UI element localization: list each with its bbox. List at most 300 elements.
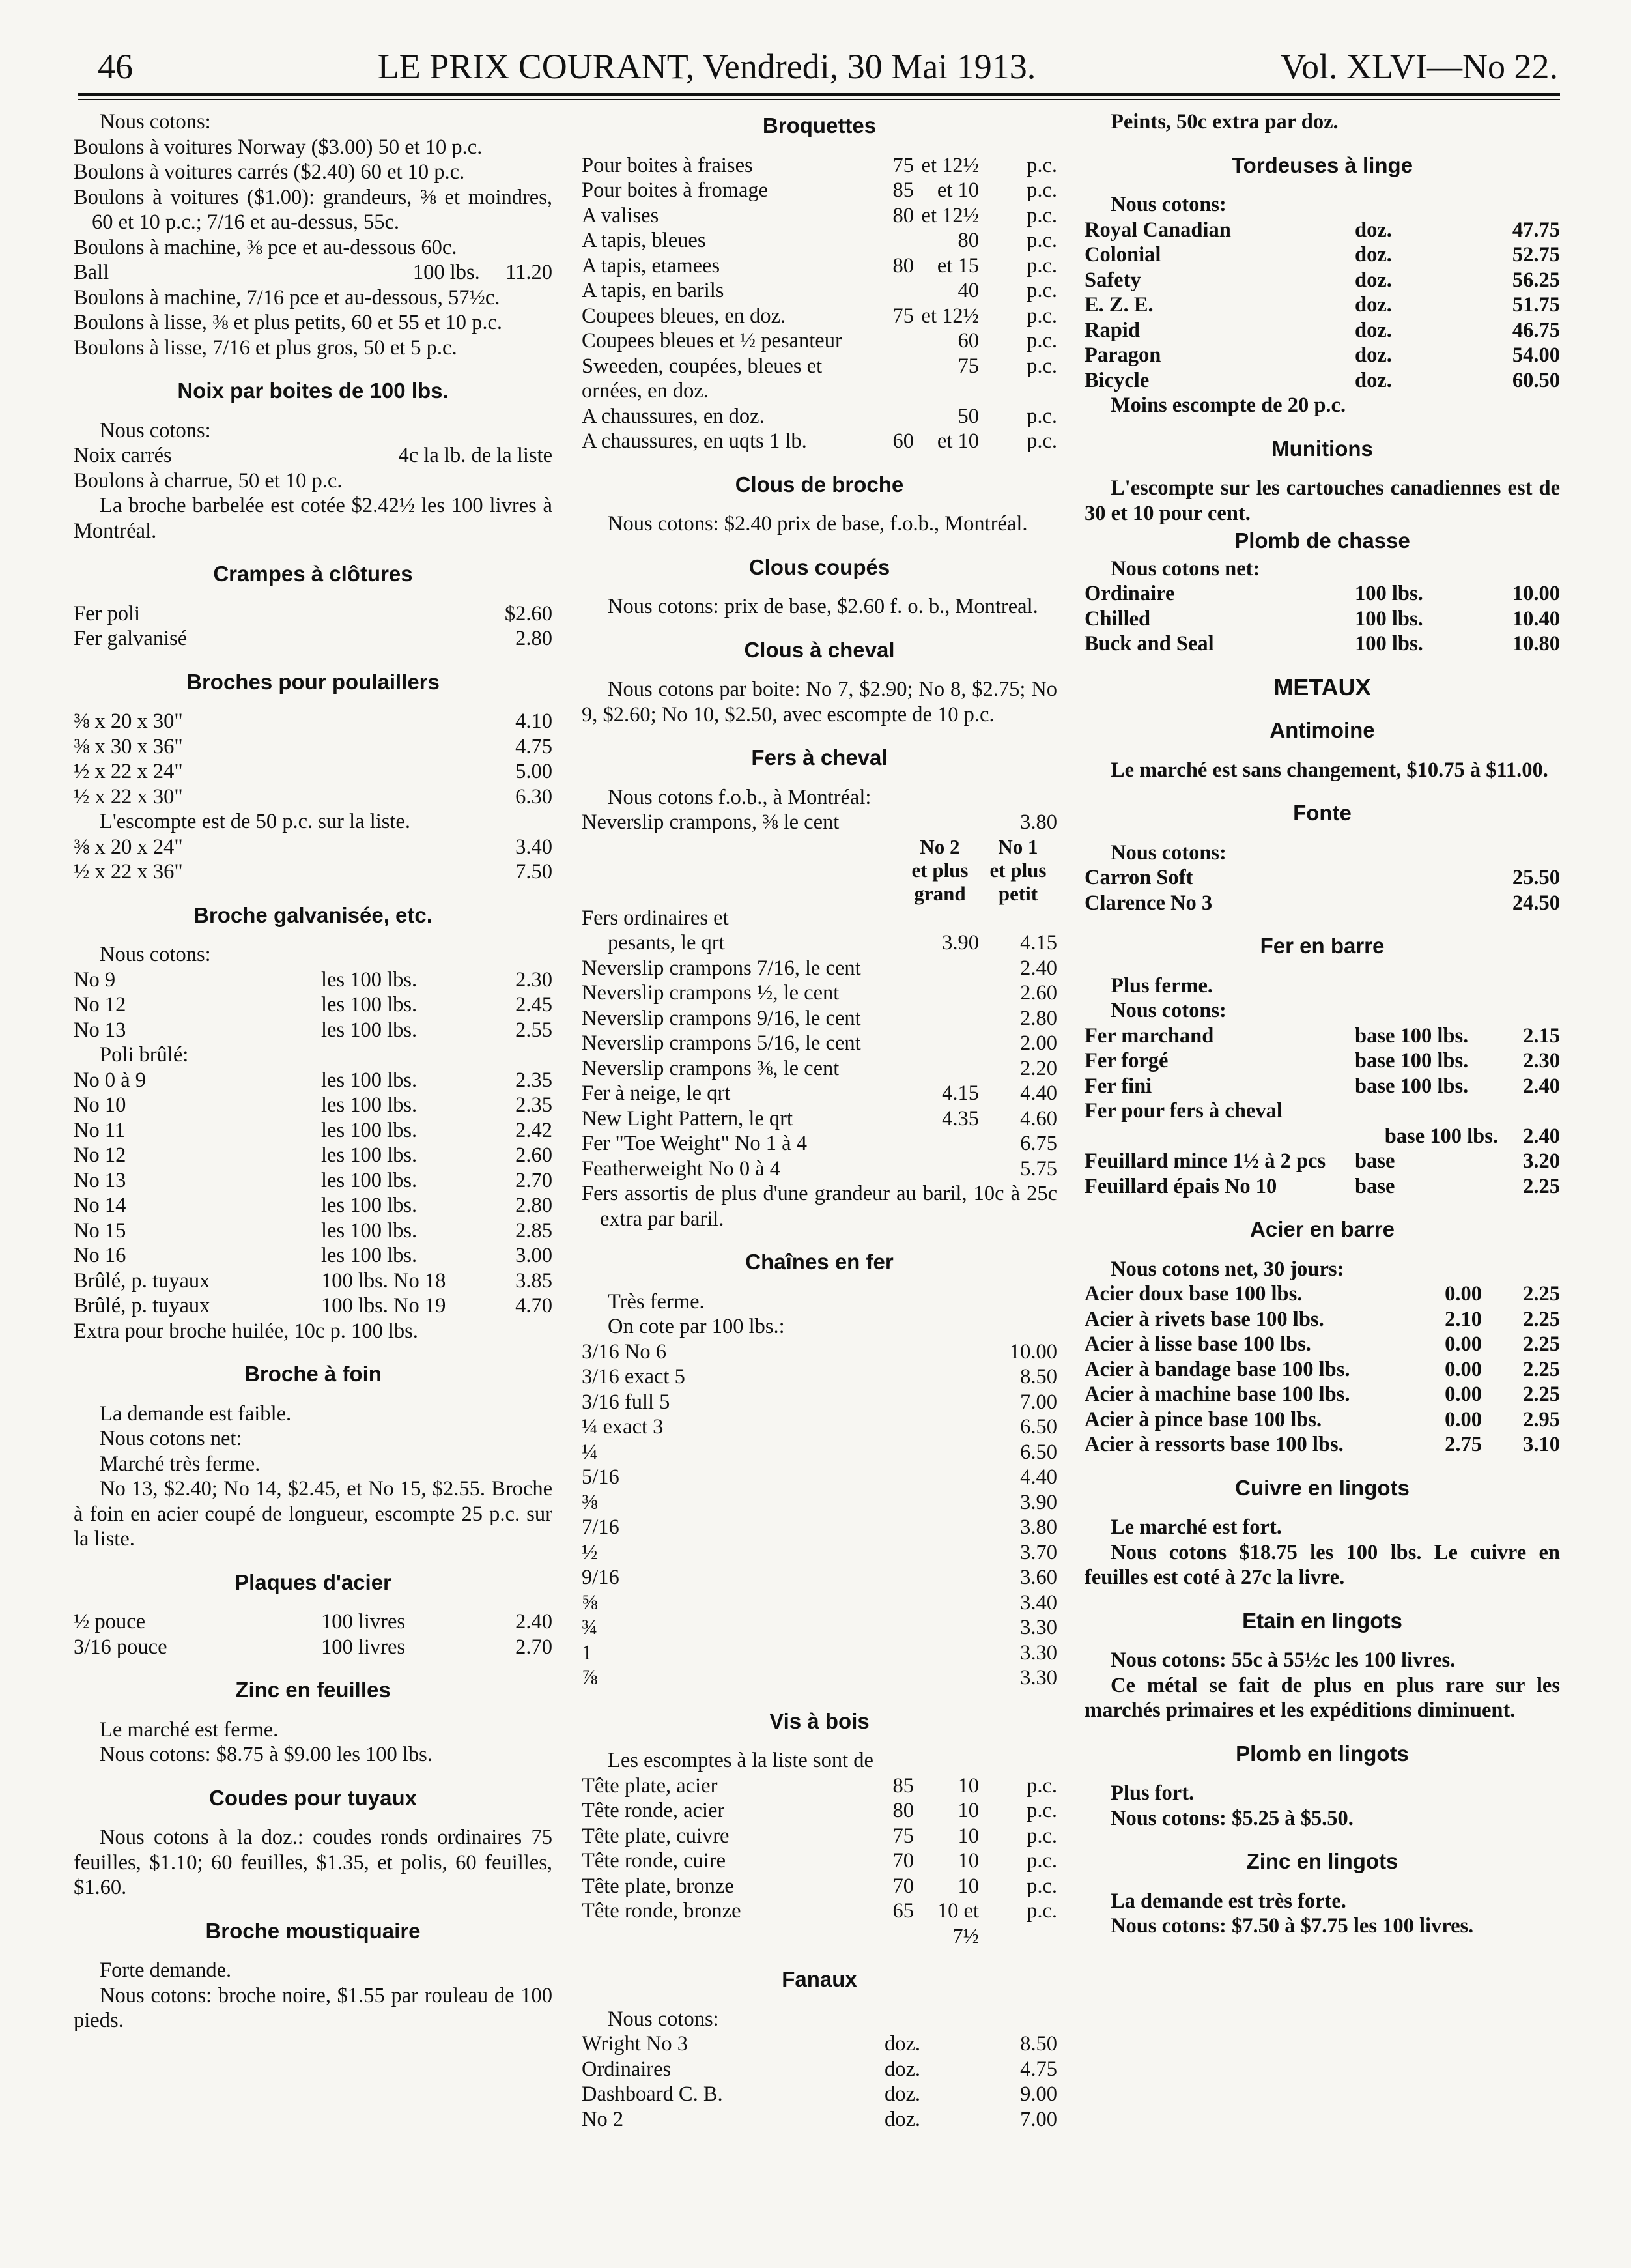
intro-text: Nous cotons:	[100, 943, 211, 966]
row-value	[901, 1006, 979, 1031]
price-row	[74, 1218, 552, 1244]
row-unit: doz.	[885, 2057, 921, 2081]
row-value: p.c.	[1027, 1849, 1057, 1873]
row-value: p.c.	[1027, 1874, 1057, 1898]
section-heading: Broche galvanisée, etc.	[193, 902, 433, 927]
row-value: 65	[892, 1899, 914, 1923]
para-text: Fers assortis de plus d'une grandeur au baril, 10c à 25c extra par baril.	[582, 1182, 1057, 1231]
price-row	[74, 1093, 552, 1118]
section-heading: Cuivre en lingots	[1235, 1475, 1410, 1500]
price-row	[582, 981, 1057, 1006]
row-value: p.c.	[1027, 304, 1057, 328]
price-row	[582, 304, 1057, 329]
row-label: Royal Canadian	[1085, 218, 1231, 242]
barbelee-para: La broche barbelée est cotée $2.42½ les 100 livres à Montréal.	[74, 494, 552, 543]
row-price: 7.00	[1020, 1390, 1057, 1414]
boulons-line: Boulons à voitures carrés ($2.40) 60 et 10 p.c.	[74, 160, 465, 184]
row-value	[901, 1131, 979, 1156]
row-label: ¼	[582, 1440, 598, 1464]
row-value: 0.00	[1445, 1332, 1482, 1356]
column-headings: No 2 No 1	[920, 835, 1038, 858]
header-rule	[78, 93, 1560, 96]
section-heading: Vis à bois	[769, 1708, 870, 1733]
price-row	[74, 1293, 552, 1319]
row-label: Featherweight No 0 à 4	[582, 1156, 781, 1181]
price-row	[582, 2082, 1057, 2107]
row-unit: 100 lbs. No 19	[321, 1294, 446, 1317]
price-row	[582, 1056, 1057, 1082]
row-unit: 100 livres	[321, 1635, 406, 1659]
row-value: 3.10	[1523, 1433, 1560, 1456]
para-text: Nous cotons à la doz.: coudes ronds ordinaires 75 feuilles, $1.10; 60 feuilles, $1.35, et polis, 60 feuilles, $1.60.	[74, 1826, 552, 1899]
page-header	[98, 40, 1558, 93]
section-heading: Zinc en feuilles	[235, 1678, 391, 1702]
intro-text: Nous cotons:	[100, 418, 211, 442]
row-value	[901, 981, 979, 1006]
row-unit: base	[1355, 1174, 1395, 1198]
row-price: 3.20	[1523, 1149, 1560, 1173]
column-left	[74, 109, 552, 2033]
price-row: Fer poli $2.60	[74, 601, 552, 625]
price-row	[582, 2031, 1057, 2057]
row-label: Feuillard épais No 10	[1085, 1174, 1277, 1198]
row-label: A chaussures, en doz.	[582, 404, 765, 428]
price-row	[1085, 1407, 1560, 1433]
price-row	[1085, 1307, 1560, 1332]
row-price: 56.25	[1512, 268, 1560, 292]
row-unit: doz.	[885, 2082, 921, 2106]
row-value: p.c.	[1027, 153, 1057, 177]
price-row	[582, 153, 1057, 179]
row-price: 3.40	[1020, 1590, 1057, 1615]
section-heading: Antimoine	[1269, 718, 1375, 742]
note-text: Moins escompte de 20 p.c.	[1111, 394, 1346, 417]
row-price: 2.70	[515, 1635, 552, 1659]
row-price: 2.40	[1523, 1074, 1560, 1098]
row-label: Buck and Seal	[1085, 632, 1214, 655]
row-value: 4.15	[942, 1082, 979, 1105]
row-label: Neverslip crampons ½, le cent	[582, 981, 840, 1005]
row-label: Tête plate, cuivre	[582, 1824, 730, 1848]
row-unit: base	[1355, 1149, 1395, 1173]
row-unit: base 100 lbs.	[1355, 1074, 1469, 1098]
row-label: No 10	[74, 1093, 126, 1117]
row-label: A tapis, etamees	[582, 253, 720, 278]
row-unit: 100 lbs.	[1355, 632, 1423, 655]
row-price: 2.15	[1523, 1024, 1560, 1048]
price-row	[582, 228, 1057, 253]
boulons-line: Boulons à voitures Norway ($3.00) 50 et 10 p.c.	[74, 135, 483, 159]
row-label: Tête plate, bronze	[582, 1874, 734, 1898]
row-price: 46.75	[1512, 318, 1560, 342]
row-price: 60.50	[1512, 368, 1560, 392]
publication-title: LE PRIX COURANT, Vendredi, 30 Mai 1913.	[377, 47, 1036, 86]
price-row	[74, 968, 552, 993]
row-value: p.c.	[1027, 203, 1057, 227]
row-unit: les 100 lbs.	[321, 1093, 418, 1117]
row-label: Acier à lisse base 100 lbs.	[1085, 1332, 1311, 1356]
price-row	[1085, 865, 1560, 891]
boulons-line: Boulons à lisse, ⅜ et plus petits, 60 et 55 et 10 p.c.	[74, 311, 503, 334]
price-row	[582, 1364, 1057, 1390]
row-unit: les 100 lbs.	[321, 1244, 418, 1267]
intro-text: Nous cotons:	[1111, 840, 1227, 865]
row-price: 2.70	[515, 1168, 552, 1192]
row-label: Neverslip crampons 5/16, le cent	[582, 1031, 861, 1055]
row-price: 3.30	[1020, 1641, 1057, 1665]
price-row: pesants, le qrt 3.90 4.15	[608, 931, 1057, 955]
boulons-line: Boulons à voitures ($1.00): grandeurs, ⅜ et moindres, 60 et 10 p.c.; 7/16 et au-dessus, 55c.	[74, 185, 552, 234]
intro-text: Nous cotons:	[1111, 193, 1227, 216]
price-row	[1085, 343, 1560, 368]
row-value: 0.00	[1445, 1357, 1482, 1381]
row-label: Pour boites à fromage	[582, 179, 769, 202]
price-row	[1085, 293, 1560, 318]
note-text: L'escompte est de 50 p.c. sur la liste.	[100, 810, 410, 833]
row-price: 52.75	[1512, 243, 1560, 266]
para-text: Nous cotons par boite: No 7, $2.90; No 8, $2.75; No 9, $2.60; No 10, $2.50, avec escompte de 10 p.c.	[582, 678, 1057, 726]
intro-text: Les escomptes à la liste sont de	[608, 1749, 873, 1772]
price-row	[1085, 1332, 1560, 1357]
row-price: 2.35	[515, 1093, 552, 1117]
row-price: 2.25	[1523, 1174, 1560, 1198]
row-unit: les 100 lbs.	[321, 993, 418, 1016]
price-row	[74, 1168, 552, 1194]
row-price: 10.00	[1009, 1340, 1057, 1364]
text-line: Nous cotons:	[1111, 999, 1227, 1022]
row-label: A tapis, bleues	[582, 229, 706, 252]
boulons-line: Boulons à machine, ⅜ pce et au-dessous 60c.	[74, 235, 457, 259]
row-label: E. Z. E.	[1085, 293, 1154, 317]
row-price: 2.40	[515, 1610, 552, 1633]
row-label: Acier à rivets base 100 lbs.	[1085, 1307, 1324, 1331]
row-price: 3.80	[1020, 1515, 1057, 1539]
row-price: 8.50	[1020, 1365, 1057, 1388]
section-heading: Chaînes en fer	[745, 1250, 894, 1274]
price-row	[582, 1515, 1057, 1540]
volume-number: Vol. XLVI—No 22.	[1280, 47, 1558, 86]
row-value: p.c.	[1027, 179, 1057, 202]
row-value: 2.20	[1020, 1056, 1057, 1080]
row-label: 1	[582, 1641, 593, 1665]
para-text: Le marché est sans changement, $10.75 à $11.00.	[1111, 758, 1548, 782]
text-line: Très ferme.	[608, 1289, 705, 1313]
row-label: Neverslip crampons ⅜, le cent	[582, 1056, 840, 1080]
text-line: La demande est faible.	[100, 1401, 292, 1426]
price-row	[582, 1773, 1057, 1799]
row-label: Fer marchand	[1085, 1024, 1214, 1048]
text-line: Le marché est ferme.	[100, 1717, 279, 1742]
price-row: Coupees bleues et ½ pesanteur 60 p.c.	[582, 329, 1057, 352]
price-row: Noix carrés 4c la lb. de la liste	[74, 444, 552, 467]
row-value: 6.75	[1020, 1132, 1057, 1155]
price-row	[74, 1269, 552, 1294]
text-line: Forte demande.	[100, 1959, 232, 1982]
row-value: p.c.	[1027, 1899, 1057, 1923]
row-label: A valises	[582, 203, 659, 227]
price-row	[1085, 1149, 1560, 1174]
row-value	[842, 278, 914, 304]
row-price: 10.00	[1512, 582, 1560, 605]
row-value: 0.00	[1445, 1383, 1482, 1406]
row-value: et 10	[937, 429, 979, 453]
row-label: Rapid	[1085, 318, 1140, 342]
row-value: 4.40	[1020, 1082, 1057, 1105]
price-row	[582, 178, 1057, 203]
text-line: Le marché est fort.	[1111, 1515, 1282, 1539]
row-label: Wright No 3	[582, 2032, 688, 2056]
price-row: Neverslip crampons, ⅜ le cent 3.80	[582, 811, 1057, 834]
row-price: 25.50	[1512, 866, 1560, 889]
price-row	[74, 1193, 552, 1218]
row-price: 2.42	[515, 1118, 552, 1142]
row-label: Carron Soft	[1085, 866, 1193, 889]
row-unit: 100 lbs.	[1355, 607, 1423, 631]
row-label: Ordinaire	[1085, 582, 1175, 605]
row-label: ¼ exact 3	[582, 1415, 664, 1439]
price-row	[582, 1641, 1057, 1666]
price-row	[1085, 1282, 1560, 1307]
row-price: 2.80	[515, 1194, 552, 1217]
row-unit: les 100 lbs.	[321, 968, 418, 992]
row-value: 10	[957, 1799, 979, 1822]
row-label: Acier à bandage base 100 lbs.	[1085, 1357, 1350, 1381]
boulons-intro: Nous cotons:	[100, 110, 211, 134]
row-unit: les 100 lbs.	[321, 1068, 418, 1092]
section-heading: Zinc en lingots	[1246, 1849, 1398, 1873]
row-value: 75	[892, 1824, 914, 1848]
intro-text: Nous cotons:	[608, 2007, 719, 2031]
price-row: ⅜ x 20 x 30" 4.10	[74, 710, 552, 733]
row-label: Tête ronde, acier	[582, 1799, 725, 1822]
price-row	[582, 1156, 1057, 1182]
row-unit: doz.	[1355, 218, 1392, 242]
section-heading: Fonte	[1293, 801, 1352, 825]
price-row	[1085, 1074, 1560, 1099]
section-heading: Coudes pour tuyaux	[208, 1785, 418, 1810]
row-value: et 15	[937, 253, 979, 278]
row-label: No 12	[74, 1143, 126, 1167]
row-unit: 100 lbs. No 18	[321, 1269, 446, 1293]
price-row	[582, 1590, 1057, 1616]
row-unit: les 100 lbs.	[321, 1143, 418, 1167]
section-heading: Etain en lingots	[1242, 1608, 1402, 1633]
row-label: ⅝	[582, 1590, 598, 1615]
row-label: Tête ronde, cuire	[582, 1849, 726, 1873]
row-unit: doz.	[1355, 343, 1392, 367]
row-label: ⅜	[582, 1490, 598, 1514]
row-label: Brûlé, p. tuyaux	[74, 1294, 210, 1317]
price-row	[582, 2107, 1057, 2132]
row-value: 2.80	[1020, 1006, 1057, 1030]
price-row	[582, 2057, 1057, 2082]
row-label: Neverslip crampons 7/16, le cent	[582, 956, 861, 980]
price-row	[582, 278, 1057, 304]
row-label: No 12	[74, 993, 126, 1016]
row-value: et 10	[937, 179, 979, 202]
price-row	[582, 1390, 1057, 1415]
price-row: ½ x 22 x 30" 6.30	[74, 784, 552, 809]
price-row	[1085, 1382, 1560, 1407]
section-heading: Crampes à clôtures	[213, 562, 413, 586]
row-label: Fer "Toe Weight" No 1 à 4	[582, 1132, 807, 1155]
row-label: 3/16 No 6	[582, 1340, 666, 1364]
row-label: Acier à pince base 100 lbs.	[1085, 1407, 1322, 1431]
row-value: p.c.	[1027, 1824, 1057, 1848]
intro-text: Nous cotons f.o.b., à Montréal:	[608, 785, 872, 809]
row-value: 40	[957, 279, 979, 302]
para-text: No 13, $2.40; No 14, $2.45, et No 15, $2.55. Broche à foin en acier coupé de longueur, escompte 25 p.c. sur la liste.	[74, 1477, 552, 1551]
section-heading: Fers à cheval	[751, 745, 888, 769]
price-row	[582, 1106, 1057, 1132]
column-headings: grand petit	[914, 882, 1038, 905]
row-label: Tête plate, acier	[582, 1773, 718, 1798]
price-row	[74, 1143, 552, 1168]
price-row	[582, 1824, 1057, 1849]
row-price: 8.50	[1020, 2032, 1057, 2056]
row-unit: doz.	[1355, 318, 1392, 342]
row-price: 3.70	[1020, 1540, 1057, 1564]
row-unit: les 100 lbs.	[321, 1218, 418, 1242]
row-label: Fer à neige, le qrt	[582, 1082, 731, 1105]
price-row	[74, 992, 552, 1018]
column-headings: et plus et plus	[911, 858, 1047, 882]
row-label: No 13	[74, 1168, 126, 1192]
row-label: New Light Pattern, le qrt	[582, 1106, 793, 1130]
row-label: Acier à ressorts base 100 lbs.	[1085, 1433, 1344, 1456]
para-text: Nous cotons: broche noire, $1.55 par rouleau de 100 pieds.	[74, 1983, 552, 2032]
row-value: 80	[957, 229, 979, 252]
price-row: ½ x 22 x 36" 7.50	[74, 860, 552, 883]
row-value: 50	[957, 404, 979, 428]
price-row	[582, 1874, 1057, 1899]
row-label: No 11	[74, 1118, 126, 1142]
price-row	[582, 1006, 1057, 1031]
row-unit: doz.	[1355, 243, 1392, 266]
row-value: 75	[892, 153, 914, 177]
row-label: Paragon	[1085, 343, 1161, 367]
row-label: No 0 à 9	[74, 1068, 147, 1092]
row-value: 60	[892, 429, 914, 453]
row-price: 2.85	[515, 1218, 552, 1242]
row-label: No 13	[74, 1018, 126, 1042]
price-row	[1085, 268, 1560, 293]
row-price: 6.50	[1020, 1440, 1057, 1464]
row-label: Safety	[1085, 268, 1141, 292]
section-heading: Plaques d'acier	[234, 1570, 391, 1594]
text-line: Plus fort.	[1111, 1781, 1195, 1805]
row-value	[901, 1056, 979, 1082]
boulons-line: Boulons à lisse, 7/16 et plus gros, 50 et 5 p.c.	[74, 336, 457, 360]
price-row	[74, 1018, 552, 1043]
row-unit: les 100 lbs.	[321, 1168, 418, 1192]
row-value: et 12½	[921, 153, 979, 177]
row-value: 80	[892, 203, 914, 227]
price-row	[74, 1118, 552, 1143]
row-unit: base 100 lbs.	[1355, 1024, 1469, 1048]
ball-row: Ball 100 lbs. 11.20	[74, 261, 552, 284]
text-line: Peints, 50c extra par doz.	[1111, 110, 1339, 134]
row-label: No 14	[74, 1194, 126, 1217]
row-price: 6.50	[1020, 1415, 1057, 1439]
price-row	[582, 429, 1057, 454]
row-unit: les 100 lbs.	[321, 1118, 418, 1142]
row-label: 5/16	[582, 1465, 619, 1489]
price-row	[1085, 607, 1560, 632]
price-row	[582, 1665, 1057, 1691]
price-row	[74, 1243, 552, 1269]
price-row	[582, 1465, 1057, 1490]
section-heading: Plomb en lingots	[1236, 1741, 1409, 1766]
row-value: 10	[957, 1874, 979, 1898]
row-unit: doz.	[1355, 293, 1392, 317]
row-value: 10 et 7½	[937, 1899, 979, 1948]
row-label: 3/16 full 5	[582, 1390, 670, 1414]
row-value	[901, 1031, 979, 1056]
row-value: 5.75	[1020, 1156, 1057, 1181]
price-row	[1085, 1432, 1560, 1457]
section-heading: Acier en barre	[1250, 1217, 1395, 1241]
row-value: 2.95	[1523, 1407, 1560, 1431]
row-value: 80	[892, 1799, 914, 1822]
row-unit: 100 livres	[321, 1610, 406, 1633]
price-row: base 100 lbs. 2.40	[1384, 1124, 1560, 1148]
section-heading: Munitions	[1271, 436, 1373, 461]
price-row	[1085, 1024, 1560, 1049]
para-text: Ce métal se fait de plus en plus rare sur les marchés primaires et les expéditions diminuent.	[1085, 1673, 1560, 1722]
row-value: p.c.	[1027, 429, 1057, 453]
price-row	[1085, 368, 1560, 394]
price-row: ½ x 22 x 24" 5.00	[74, 760, 552, 783]
price-row	[582, 1899, 1057, 1949]
price-row	[582, 1615, 1057, 1641]
row-label: Bicycle	[1085, 368, 1150, 392]
charrue-line: Boulons à charrue, 50 et 10 p.c.	[74, 468, 343, 493]
row-value: p.c.	[1027, 404, 1057, 428]
para-text: Nous cotons: prix de base, $2.60 f. o. b., Montreal.	[608, 595, 1038, 618]
row-value: p.c.	[1027, 1773, 1057, 1798]
row-unit: doz.	[885, 2032, 921, 2056]
row-price: 3.85	[515, 1269, 552, 1293]
row-label: No 2	[582, 2107, 624, 2131]
para-text: Nous cotons: $7.50 à $7.75 les 100 livres.	[1111, 1914, 1474, 1938]
row-label: Clarence No 3	[1085, 891, 1213, 915]
row-price: 2.60	[515, 1143, 552, 1167]
boulons-line: Boulons à machine, 7/16 pce et au-dessous, 57½c.	[74, 285, 500, 309]
row-price: 24.50	[1512, 891, 1560, 915]
row-price: 3.00	[515, 1244, 552, 1267]
row-unit: doz.	[1355, 268, 1392, 292]
extra-line: Extra pour broche huilée, 10c p. 100 lbs.	[74, 1319, 418, 1343]
price-row	[1085, 218, 1560, 243]
price-row	[582, 1798, 1057, 1824]
row-value: 2.25	[1523, 1383, 1560, 1406]
row-label: Ordinaires	[582, 2057, 672, 2081]
row-value: 2.10	[1445, 1307, 1482, 1331]
row-label: Feuillard mince 1½ à 2 pcs	[1085, 1149, 1326, 1173]
row-value: 2.25	[1523, 1332, 1560, 1356]
row-value: p.c.	[1027, 253, 1057, 278]
row-value: 10	[957, 1824, 979, 1848]
price-row	[1085, 891, 1560, 916]
price-row	[1085, 1048, 1560, 1074]
price-row	[582, 1131, 1057, 1156]
row-value: 2.60	[1020, 981, 1057, 1005]
price-row: ⅜ x 20 x 24" 3.40	[74, 835, 552, 859]
row-value: 2.25	[1523, 1357, 1560, 1381]
row-value: et 12½	[921, 304, 979, 328]
price-row: Sweeden, coupées, bleues et ornées, en doz. 75 p.c.	[582, 354, 1057, 403]
